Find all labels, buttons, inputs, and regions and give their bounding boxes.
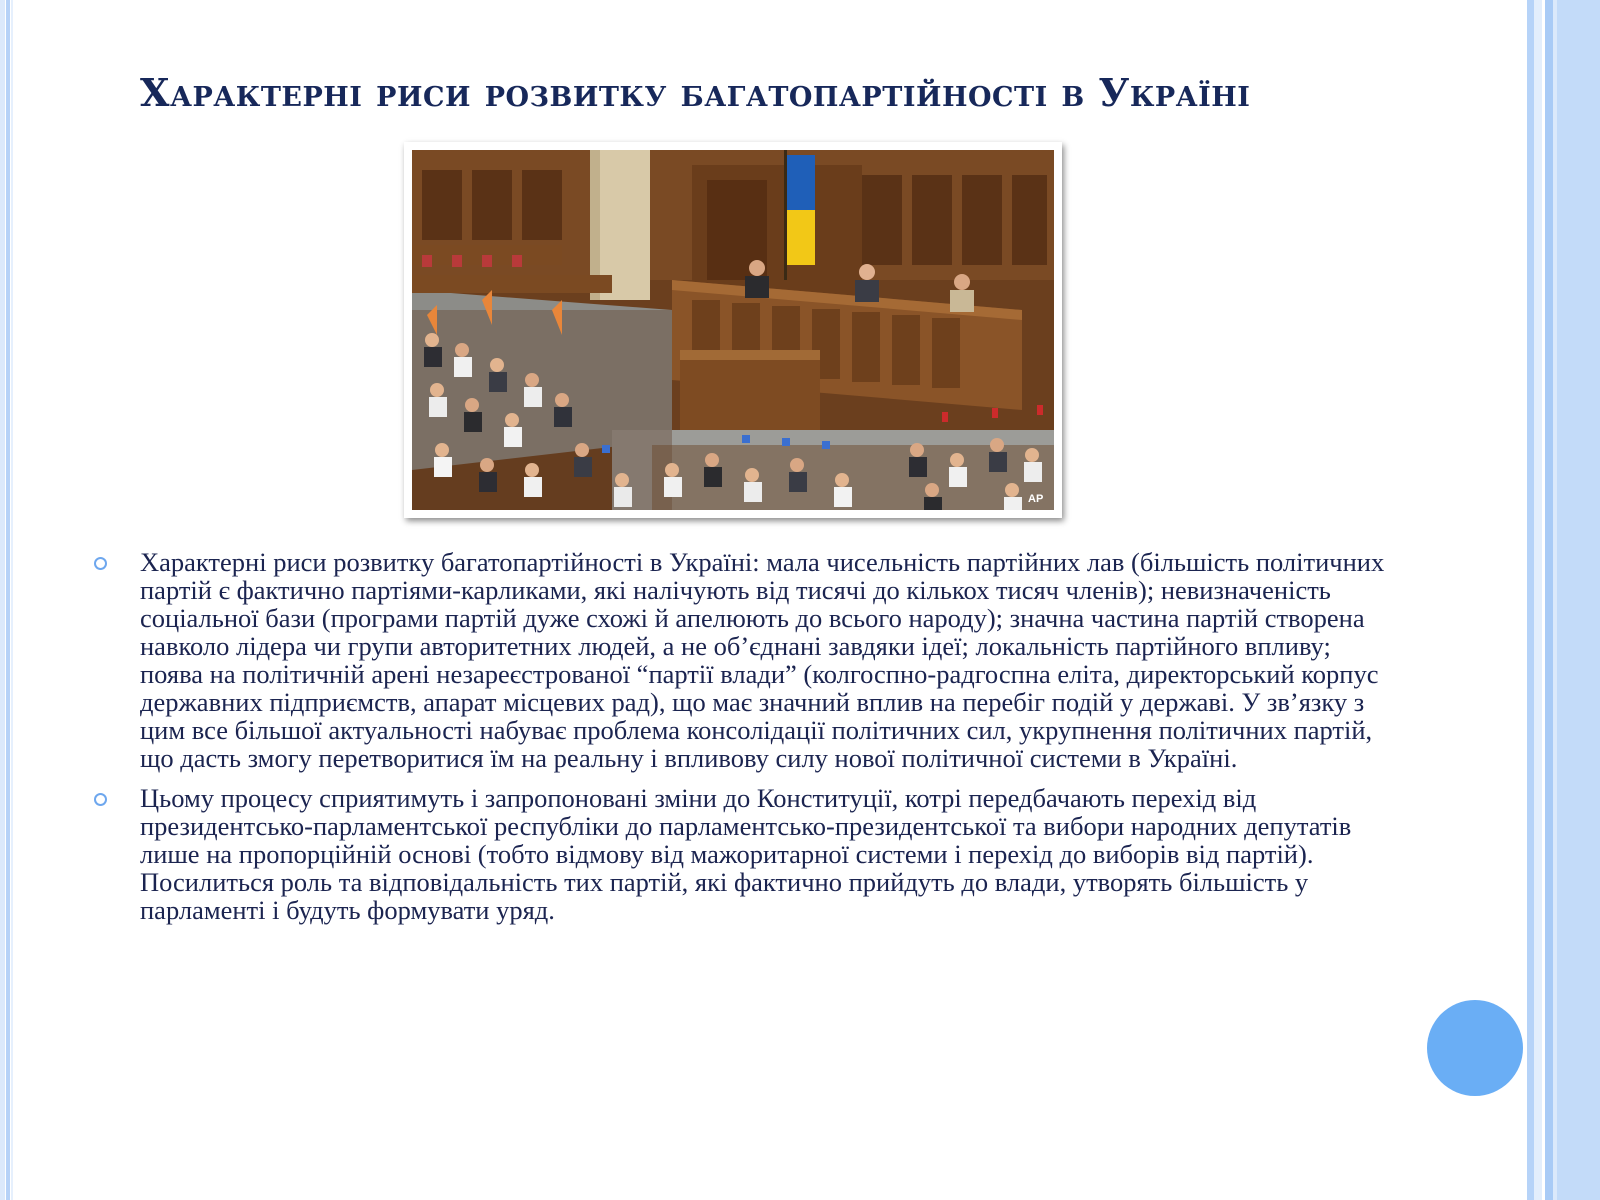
right-border-stripe [1534, 0, 1542, 1200]
parliament-photo [412, 150, 1054, 510]
right-border-stripe [1527, 0, 1534, 1200]
bullet-text: Характерні риси розвитку багатопартійності в Україні: мала чисельність партійних лав (більшість політичних партій є фактично партіями-карликами, які налічують від тисячі до кількох тисяч членів); невизначеність соціальної бази (програми партій дуже схожі й апелюють до всього народу); значна частина партій створена навколо лідера чи групи авторитетних людей, а не об’єднані завдяки ідеї; локальність партійного впливу; поява на політичній арені незареєстрованої “партії влади” (колгоспно-радгоспна еліта, директорський корпус державних підприємств, апарат місцевих рад), що має значний вплив на перебіг подій у державі. У зв’язку з цим все більшої актуальності набуває проблема консолідації політичних сил, укрупнення політичних партій, що дасть змогу перетворитися їм на реальну і впливову силу нової політичної системи в Україні. [140, 547, 1385, 773]
bullet-list [92, 548, 1392, 936]
watermark-label: AP [1028, 493, 1044, 505]
left-border-stripe [0, 0, 5, 1200]
bullet-text: Цьому процесу сприятимуть і запропоновані зміни до Конституції, котрі передбачають перехід від президентсько-парламентської республіки до парламентсько-президентської та вибори народних депутатів лише на пропорційній основі (тобто відмову від мажоритарної системи і перехід до виборів від партій). Посилиться роль та відповідальність тих партій, які фактично прийдуть до влади, утворять більшість у парламенті і будуть формувати уряд. [140, 783, 1352, 925]
photo-frame [404, 142, 1062, 518]
right-border-stripe [1557, 0, 1600, 1200]
left-border-stripe [11, 0, 13, 1200]
right-border-stripe [1545, 0, 1553, 1200]
left-border-stripe [6, 0, 10, 1200]
decorative-circle [1427, 1000, 1523, 1096]
bullet-circle-icon [94, 557, 107, 570]
bullet-item [92, 784, 1392, 924]
bullet-circle-icon [94, 793, 107, 806]
slide-title: Характерні риси розвитку багатопартійності в Україні [140, 70, 1251, 115]
bullet-item [92, 548, 1392, 772]
